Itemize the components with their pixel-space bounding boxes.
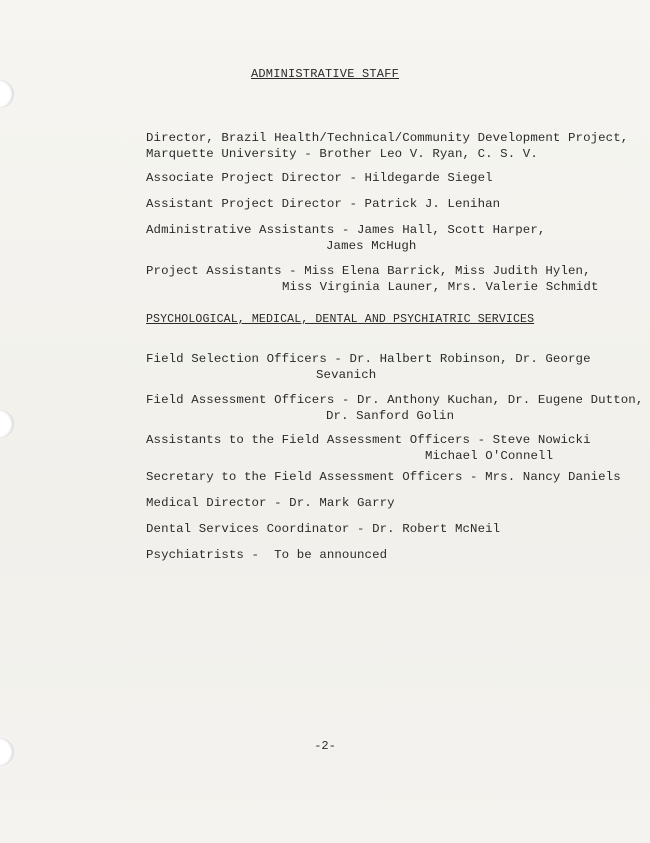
assessment-officers-line-2: Dr. Sanford Golin: [326, 409, 455, 423]
admin-assistants-line-1: Administrative Assistants - James Hall, Scott Harper,: [146, 223, 546, 237]
director-line-1: Director, Brazil Health/Technical/Community Development Project,: [146, 131, 629, 145]
admin-assistants-line-2: James McHugh: [326, 239, 417, 253]
punch-hole: [0, 410, 14, 438]
punch-hole: [0, 80, 14, 108]
director-line-2: Marquette University - Brother Leo V. Ryan, C. S. V.: [146, 147, 538, 161]
assistant-director-line: Assistant Project Director - Patrick J. Lenihan: [146, 197, 501, 211]
project-assistants-line-1: Project Assistants - Miss Elena Barrick, Miss Judith Hylen,: [146, 264, 591, 278]
project-assistants-line-2: Miss Virginia Launer, Mrs. Valerie Schmidt: [282, 280, 599, 294]
associate-director-line: Associate Project Director - Hildegarde Siegel: [146, 171, 493, 185]
selection-officers-line-1: Field Selection Officers - Dr. Halbert Robinson, Dr. George: [146, 352, 591, 366]
assessment-officers-line-1: Field Assessment Officers - Dr. Anthony Kuchan, Dr. Eugene Dutton,: [146, 393, 644, 407]
selection-officers-line-2: Sevanich: [316, 368, 377, 382]
page-number: -2-: [314, 739, 336, 753]
dental-coordinator-line: Dental Services Coordinator - Dr. Robert McNeil: [146, 522, 501, 536]
assessment-assistants-line-1: Assistants to the Field Assessment Officers - Steve Nowicki: [146, 433, 591, 447]
secretary-line: Secretary to the Field Assessment Officers - Mrs. Nancy Daniels: [146, 470, 621, 484]
medical-director-line: Medical Director - Dr. Mark Garry: [146, 496, 395, 510]
section-heading-services: PSYCHOLOGICAL, MEDICAL, DENTAL AND PSYCHIATRIC SERVICES: [146, 313, 535, 326]
assessment-assistants-line-2: Michael O'Connell: [425, 449, 554, 463]
psychiatrists-line: Psychiatrists - To be announced: [146, 548, 388, 562]
section-heading-administrative: ADMINISTRATIVE STAFF: [250, 67, 400, 81]
